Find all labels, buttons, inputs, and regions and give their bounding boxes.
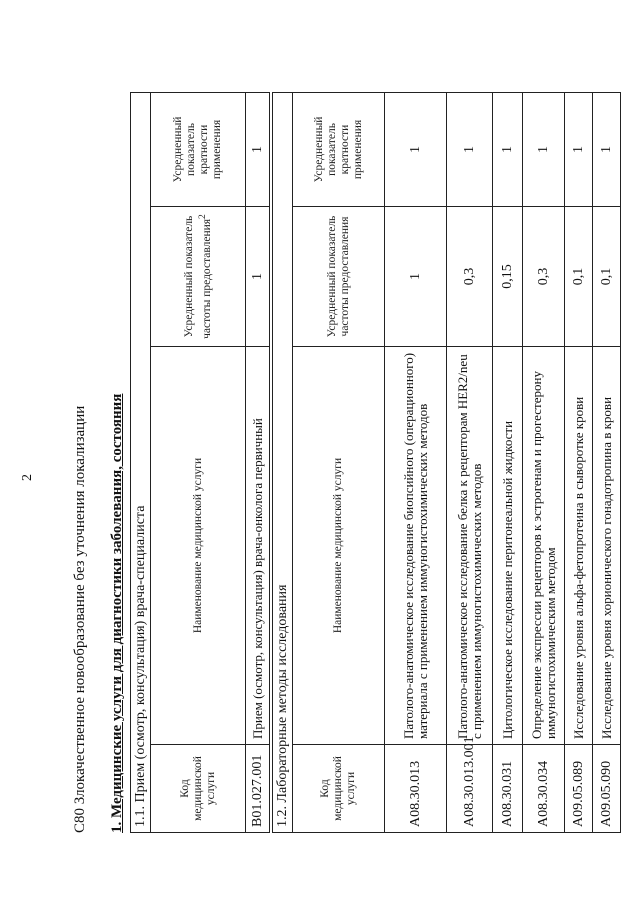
- header-frequency: Усредненный показатель частоты предоставления: [293, 207, 385, 347]
- service-code: B01.027.001: [246, 745, 270, 833]
- service-name: Определение экспрессии рецепторов к эстрогенам и прогестерону иммуногистохимическим методом: [523, 347, 565, 745]
- table-subtitle: 1.2. Лабораторные методы исследования: [273, 92, 293, 832]
- table-subtitle: 1.1. Прием (осмотр, консультация) врача-специалиста: [131, 92, 151, 832]
- service-code: A08.30.013.001: [447, 745, 493, 833]
- header-name: Наименование медицинской услуги: [293, 347, 385, 745]
- header-multiplicity: Усредненный показатель кратности применения: [293, 92, 385, 206]
- service-name: Исследование уровня альфа-фетопротеина в сыворотке крови: [565, 347, 593, 745]
- frequency-value: 0,3: [447, 207, 493, 347]
- multiplicity-value: 1: [565, 92, 593, 206]
- service-name: Патолого-анатомическое исследование белка к рецепторам HER2/neu с применением иммуногистохимических методов: [447, 347, 493, 745]
- multiplicity-value: 1: [493, 92, 523, 206]
- multiplicity-value: 1: [593, 92, 621, 206]
- table-row: [246, 92, 270, 832]
- table-row: [447, 92, 493, 832]
- frequency-value: 0,3: [523, 207, 565, 347]
- table-row: [493, 92, 523, 832]
- service-code: A08.30.013: [385, 745, 447, 833]
- service-name: Прием (осмотр, консультация) врача-онколога первичный: [246, 347, 270, 745]
- section-heading: 1. Медицинские услуги для диагностики заболевания, состояния: [109, 393, 125, 833]
- multiplicity-value: 1: [385, 92, 447, 206]
- service-name: Патолого-анатомическое исследование биопсийного (операционного) материала с применением иммуногистохимических методов: [385, 347, 447, 745]
- table-row: [593, 92, 621, 832]
- service-code: A08.30.034: [523, 745, 565, 833]
- header-frequency: [151, 207, 246, 347]
- multiplicity-value: 1: [246, 92, 270, 206]
- table-consultation: [130, 92, 270, 833]
- frequency-value: 0,15: [493, 207, 523, 347]
- header-code: Код медицинской услуги: [293, 745, 385, 833]
- service-code: A09.05.090: [593, 745, 621, 833]
- header-frequency-text: Усредненный показатель частоты предоставления: [182, 215, 213, 339]
- service-name: Цитологическое исследование перитонеальной жидкости: [493, 347, 523, 745]
- service-code: A08.30.031: [493, 745, 523, 833]
- multiplicity-value: 1: [447, 92, 493, 206]
- footnote-mark: 2: [196, 214, 208, 219]
- multiplicity-value: 1: [523, 92, 565, 206]
- table-row: [565, 92, 593, 832]
- frequency-value: 0,1: [593, 207, 621, 347]
- service-name: Исследование уровня хорионического гонадотропина в крови: [593, 347, 621, 745]
- service-code: A09.05.089: [565, 745, 593, 833]
- header-code: Код медицинской услуги: [151, 745, 246, 833]
- frequency-value: 1: [246, 207, 270, 347]
- table-row: [385, 92, 447, 832]
- table-row: [523, 92, 565, 832]
- header-multiplicity: Усредненный показатель кратности применения: [151, 92, 246, 206]
- header-name: Наименование медицинской услуги: [151, 347, 246, 745]
- frequency-value: 0,1: [565, 207, 593, 347]
- page-number: 2: [20, 474, 35, 481]
- table-laboratory: [272, 92, 621, 833]
- frequency-value: 1: [385, 207, 447, 347]
- document-title: C80 Злокачественное новообразование без уточнения локализации: [72, 405, 88, 833]
